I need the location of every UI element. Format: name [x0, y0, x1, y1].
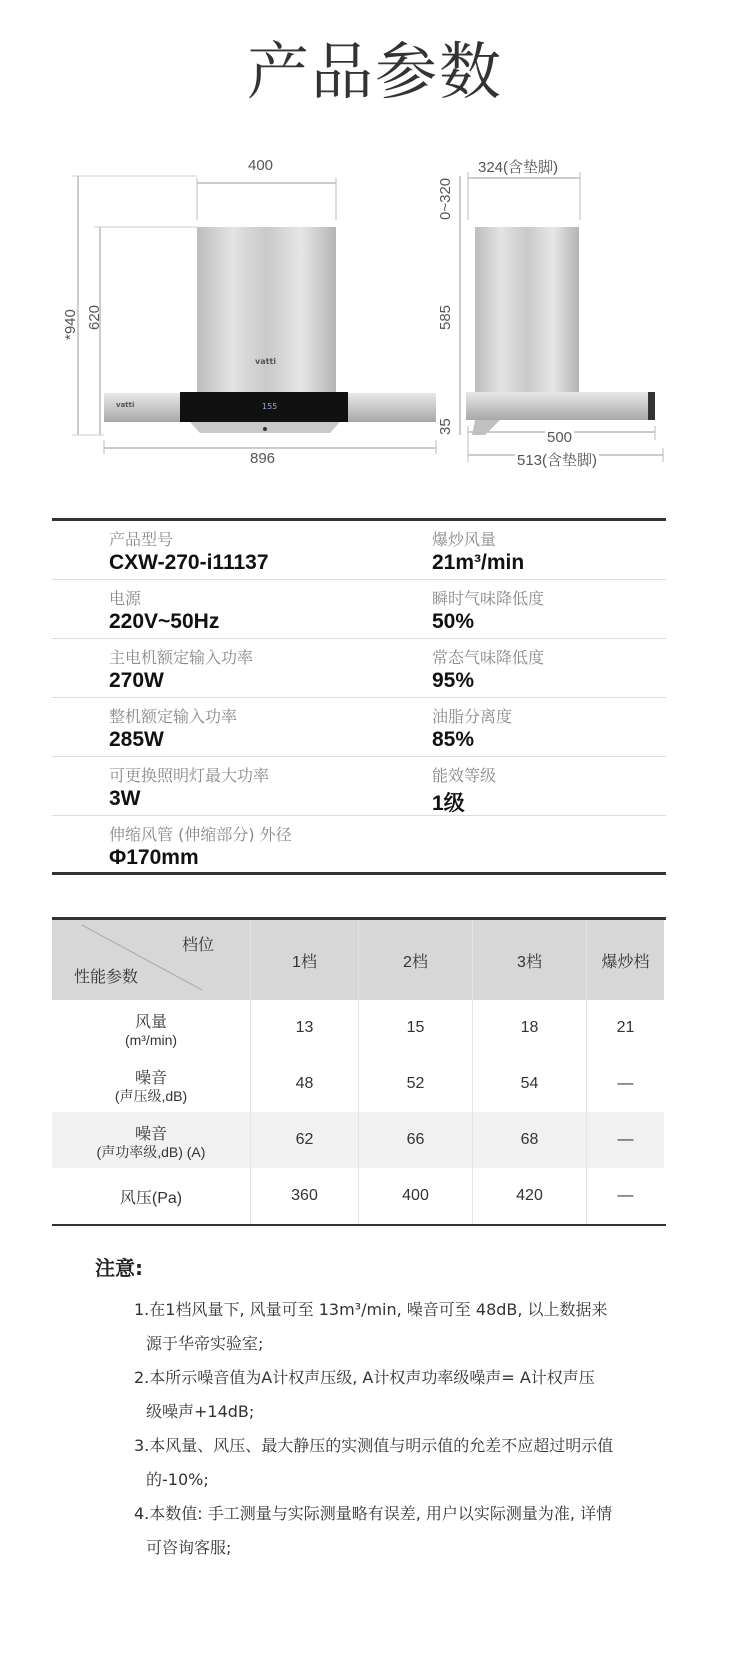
spec-label: 主电机额定输入功率: [109, 648, 254, 667]
spec-value: Φ170mm: [109, 846, 199, 869]
perf-bottom-rule: [52, 1224, 666, 1226]
table-row: [52, 1000, 664, 1056]
note-line: 4.本数值: 手工测量与实际测量略有误差, 用户以实际测量为准, 详情: [134, 1504, 613, 1523]
row-header: [52, 1000, 251, 1056]
note-item: [134, 1293, 614, 1361]
spec-label: 爆炒风量: [432, 530, 497, 549]
dim-side-height: 585: [437, 304, 454, 330]
spec-value: 3W: [109, 787, 141, 810]
spec-label: 常态气味降低度: [432, 648, 545, 667]
row-header: [52, 1056, 251, 1112]
spec-label: 能效等级: [432, 766, 497, 785]
corner-bottom-label: 性能参数: [74, 969, 139, 986]
spec-label: 整机额定输入功率: [109, 707, 238, 726]
side-chimney: [475, 227, 579, 392]
column-header: 3档: [473, 920, 587, 1000]
table-cell: 15: [359, 1000, 473, 1056]
control-display: 155: [262, 402, 278, 411]
spec-value: 21m³/min: [432, 551, 525, 574]
note-line: 源于华帝实验室;: [146, 1334, 264, 1353]
diagonal-divider: [52, 920, 250, 1000]
row-name: 风量: [134, 1013, 167, 1031]
spec-label: 油脂分离度: [432, 707, 513, 726]
dim-body-height: 620: [86, 304, 103, 330]
table-cell: 52: [359, 1056, 473, 1112]
table-cell: —: [617, 1075, 634, 1092]
table-cell: 420: [473, 1168, 587, 1224]
spec-row: [52, 639, 666, 698]
brand-logo-front: vatti: [255, 357, 277, 366]
perf-grid: [52, 920, 664, 1224]
dim-side-bottom: 500: [547, 429, 573, 446]
table-cell: —: [587, 1112, 665, 1168]
note-line: 3.本风量、风压、最大静压的实测值与明示值的允差不应超过明示值: [134, 1436, 614, 1455]
table-cell: 54: [473, 1056, 587, 1112]
table-cell: —: [617, 1187, 634, 1204]
dimension-drawing: [0, 150, 750, 480]
note-line: 2.本所示噪音值为A计权声压级, A计权声功率级噪声= A计权声压: [134, 1368, 595, 1387]
corner-cell: [52, 920, 251, 1000]
table-cell: 62: [251, 1112, 359, 1168]
chimney-body: [197, 227, 336, 395]
table-row: [52, 1112, 664, 1168]
spec-value: 50%: [432, 610, 475, 633]
specs-table: [52, 521, 666, 874]
row-unit: (声功率级,dB) (A): [96, 1143, 206, 1160]
table-cell: 21: [616, 1019, 635, 1036]
spec-label: 瞬时气味降低度: [432, 589, 545, 608]
page-title: 产品参数: [246, 35, 503, 108]
spec-label: 伸缩风管 (伸缩部分) 外径: [109, 825, 292, 844]
column-header: 爆炒档: [587, 920, 665, 1000]
row-header: [52, 1168, 251, 1224]
dim-bottom-width: 896: [250, 450, 276, 467]
spec-value: 220V~50Hz: [109, 610, 220, 633]
table-cell: 48: [251, 1056, 359, 1112]
note-line: 1.在1档风量下, 风量可至 13m³/min, 噪音可至 48dB, 以上数据来: [134, 1300, 608, 1319]
spec-label: 可更换照明灯最大功率: [109, 766, 270, 785]
spec-row: [52, 816, 666, 874]
note-item: [134, 1429, 614, 1497]
column-header: 2档: [359, 920, 473, 1000]
table-cell: 18: [473, 1000, 587, 1056]
spec-label: 电源: [109, 589, 142, 608]
spec-row: [52, 580, 666, 639]
row-name: 噪音: [134, 1069, 167, 1087]
performance-table: [52, 917, 666, 1226]
table-cell: 68: [473, 1112, 587, 1168]
spec-value: CXW-270-i11137: [109, 551, 269, 574]
note-line: 的-10%;: [146, 1470, 209, 1489]
note-item: [134, 1361, 614, 1429]
corner-top-label: 档位: [182, 937, 215, 954]
spec-row: [52, 521, 666, 580]
note-item: [134, 1497, 614, 1565]
spec-value: 95%: [432, 669, 475, 692]
table-row: [52, 1056, 664, 1112]
spec-row: [52, 698, 666, 757]
dim-bracket-range: 0~320: [437, 177, 454, 220]
spec-value: 285W: [109, 728, 164, 751]
table-cell: 400: [359, 1168, 473, 1224]
notes-title: 注意:: [95, 1256, 143, 1280]
row-unit: (m³/min): [124, 1031, 178, 1048]
note-line: 可咨询客服;: [146, 1538, 232, 1557]
table-header-row: [52, 920, 664, 1000]
note-line: 级噪声+14dB;: [146, 1402, 255, 1421]
spec-row: [52, 757, 666, 816]
notes-list: [134, 1293, 614, 1565]
specs-bottom-rule: [52, 872, 666, 875]
dim-side-top: 324(含垫脚): [478, 159, 559, 176]
table-row: [52, 1168, 664, 1224]
row-header: [52, 1112, 251, 1168]
product-drawing: [0, 150, 750, 480]
spec-value: 1级: [432, 792, 465, 815]
dim-top-width: 400: [248, 157, 274, 174]
row-name: 风压(Pa): [119, 1189, 183, 1207]
table-cell: 13: [251, 1000, 359, 1056]
row-unit: (声压级,dB): [114, 1087, 188, 1104]
spec-value: 270W: [109, 669, 164, 692]
brand-logo-strip: vatti: [116, 401, 135, 409]
spec-label: 产品型号: [109, 530, 174, 549]
table-cell: 360: [251, 1168, 359, 1224]
row-name: 噪音: [134, 1125, 167, 1143]
column-header: 1档: [251, 920, 359, 1000]
dim-overall-height: *940: [62, 309, 79, 340]
table-cell: 66: [359, 1112, 473, 1168]
spec-value: 85%: [432, 728, 475, 751]
dim-side-base: 35: [437, 418, 454, 435]
dim-side-bottom-feet: 513(含垫脚): [515, 449, 599, 470]
